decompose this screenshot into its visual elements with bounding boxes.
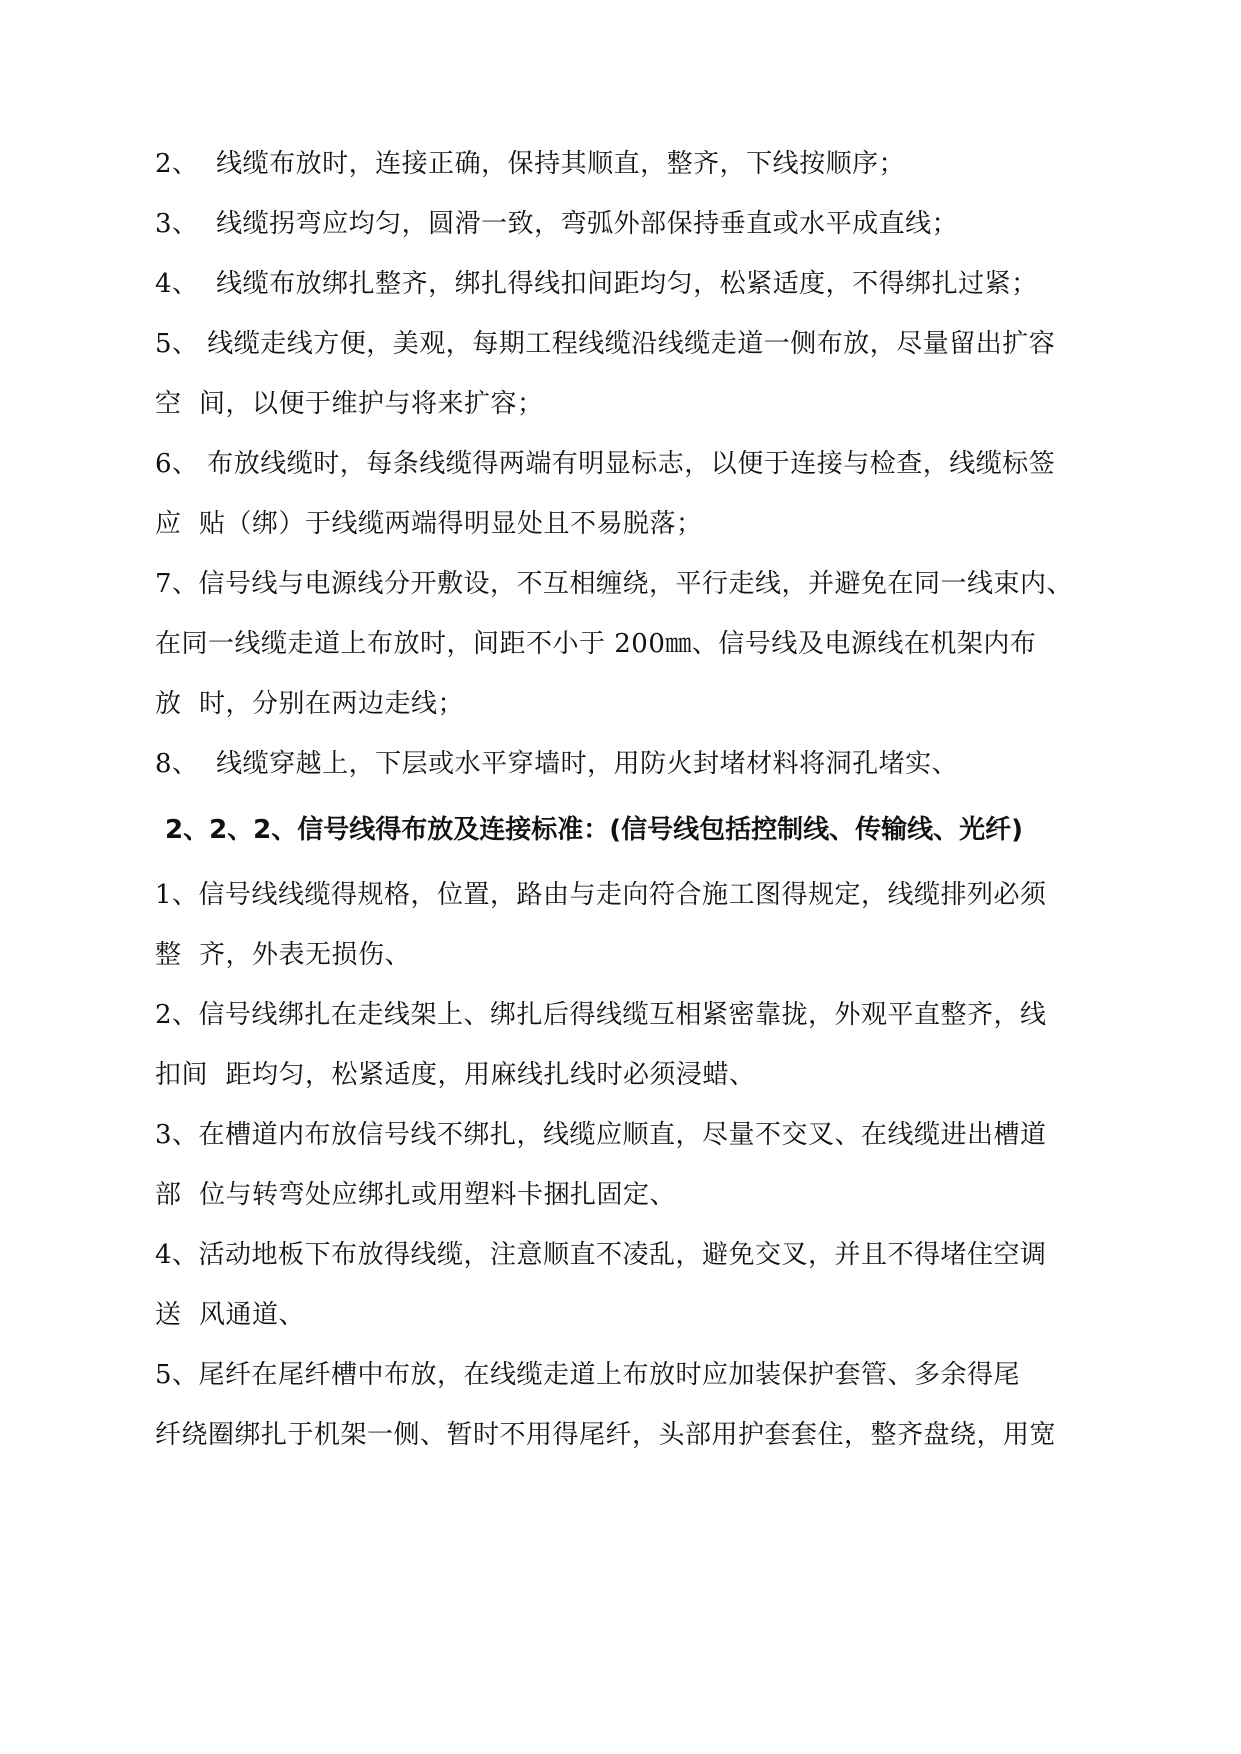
paragraph-line: 扣间 距均匀，松紧适度，用麻线扎线时必须浸蜡、 <box>155 1060 756 1090</box>
paragraph-line: 7、信号线与电源线分开敷设，不互相缠绕，平行走线，并避免在同一线束内、 <box>155 569 1074 599</box>
paragraph-line: 2、 线缆布放时，连接正确，保持其顺直，整齐，下线按顺序； <box>155 149 906 179</box>
paragraph-line: 4、 线缆布放绑扎整齐，绑扎得线扣间距均匀，松紧适度，不得绑扎过紧； <box>155 269 1038 299</box>
paragraph-line: 6、 布放线缆时，每条线缆得两端有明显标志，以便于连接与检查，线缆标签 <box>155 449 1056 479</box>
paragraph-line: 空 间，以便于维护与将来扩容； <box>155 389 544 419</box>
paragraph-line: 在同一线缆走道上布放时，间距不小于 200㎜、信号线及电源线在机架内布 <box>155 629 1037 659</box>
paragraph-line: 3、在槽道内布放信号线不绑扎，线缆应顺直，尽量不交叉、在线缆进出槽道 <box>155 1120 1047 1150</box>
paragraph-line: 4、活动地板下布放得线缆，注意顺直不凌乱，避免交叉，并且不得堵住空调 <box>155 1240 1047 1270</box>
paragraph-line: 5、 线缆走线方便，美观，每期工程线缆沿线缆走道一侧布放，尽量留出扩容 <box>155 329 1056 359</box>
paragraph-line: 送 风通道、 <box>155 1300 306 1330</box>
paragraph-line: 3、 线缆拐弯应均匀，圆滑一致，弯弧外部保持垂直或水平成直线； <box>155 209 959 239</box>
paragraph-line: 整 齐，外表无损伤、 <box>155 940 412 970</box>
paragraph-line: 部 位与转弯处应绑扎或用塑料卡捆扎固定、 <box>155 1180 677 1210</box>
paragraph-line: 2、信号线绑扎在走线架上、绑扎后得线缆互相紧密靠拢，外观平直整齐，线 <box>155 1000 1047 1030</box>
paragraph-line: 1、信号线线缆得规格，位置，路由与走向符合施工图得规定，线缆排列必须 <box>155 880 1047 910</box>
section-heading: 2、2、2、信号线得布放及连接标准：(信号线包括控制线、传输线、光纤) <box>165 815 1024 845</box>
paragraph-line: 5、尾纤在尾纤槽中布放，在线缆走道上布放时应加装保护套管、多余得尾 <box>155 1360 1021 1390</box>
paragraph-line: 应 贴（绑）于线缆两端得明显处且不易脱落； <box>155 509 703 539</box>
paragraph-line: 纤绕圈绑扎于机架一侧、暂时不用得尾纤，头部用护套套住，整齐盘绕，用宽 <box>155 1420 1057 1450</box>
paragraph-line: 8、 线缆穿越上，下层或水平穿墙时，用防火封堵材料将洞孔堵实、 <box>155 749 959 779</box>
paragraph-line: 放 时，分别在两边走线； <box>155 689 465 719</box>
